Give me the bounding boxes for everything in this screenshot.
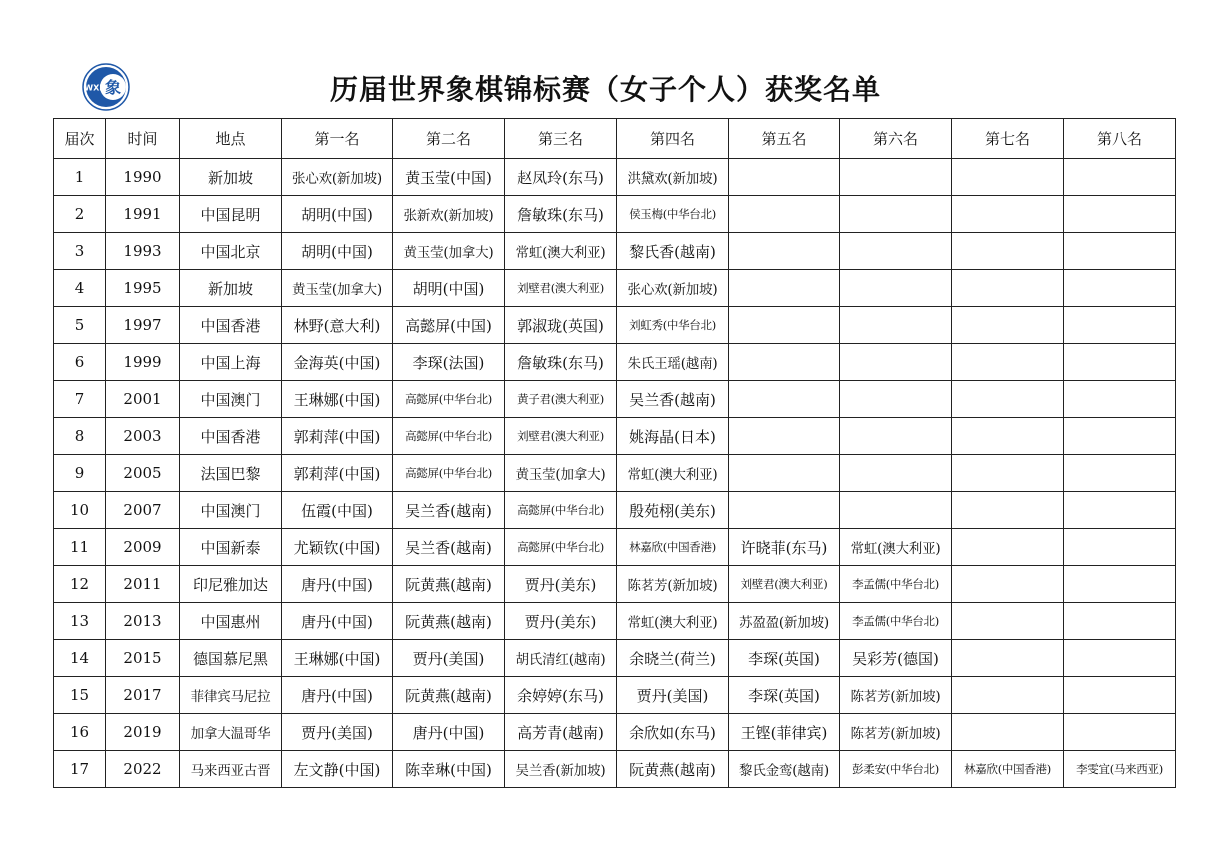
column-header: 地点 (180, 119, 282, 159)
table-cell (952, 640, 1064, 677)
table-cell: 7 (54, 381, 106, 418)
table-cell: 中国上海 (180, 344, 282, 381)
table-row (54, 455, 1176, 492)
table-cell: 阮黄燕(越南) (393, 677, 505, 714)
table-cell: 中国惠州 (180, 603, 282, 640)
table-cell (840, 270, 952, 307)
table-cell (952, 677, 1064, 714)
table-cell: 詹敏珠(东马) (505, 344, 617, 381)
table-cell: 3 (54, 233, 106, 270)
table-cell: 陈茗芳(新加坡) (617, 566, 729, 603)
table-cell: 刘壁君(澳大利亚) (729, 566, 840, 603)
table-cell (729, 492, 840, 529)
table-cell: 吴彩芳(德国) (840, 640, 952, 677)
table-cell: 2007 (106, 492, 180, 529)
table-cell: 黄玉莹(加拿大) (505, 455, 617, 492)
table-cell (729, 418, 840, 455)
table-cell: 余晓兰(荷兰) (617, 640, 729, 677)
table-cell (952, 714, 1064, 751)
table-cell: 胡明(中国) (282, 233, 393, 270)
table-cell (1064, 381, 1176, 418)
table-cell (952, 492, 1064, 529)
table-cell: 中国北京 (180, 233, 282, 270)
table-cell: 2017 (106, 677, 180, 714)
table-cell (729, 233, 840, 270)
table-cell: 詹敏珠(东马) (505, 196, 617, 233)
table-cell: 张心欢(新加坡) (617, 270, 729, 307)
column-header: 第三名 (505, 119, 617, 159)
table-cell: 中国新泰 (180, 529, 282, 566)
table-cell: 1991 (106, 196, 180, 233)
table-cell (952, 455, 1064, 492)
table-cell (729, 381, 840, 418)
column-header: 届次 (54, 119, 106, 159)
table-cell: 2001 (106, 381, 180, 418)
table-cell: 陈幸琳(中国) (393, 751, 505, 788)
table-cell: 黄玉莹(加拿大) (393, 233, 505, 270)
table-cell: 高懿屏(中华台北) (505, 492, 617, 529)
table-cell: 高懿屏(中华台北) (393, 455, 505, 492)
table-row (54, 529, 1176, 566)
table-cell: 李雯宜(马来西亚) (1064, 751, 1176, 788)
table-cell (1064, 344, 1176, 381)
table-cell: 高懿屏(中国) (393, 307, 505, 344)
table-cell: 吴兰香(越南) (393, 492, 505, 529)
table-cell (1064, 603, 1176, 640)
table-row (54, 677, 1176, 714)
column-header: 第八名 (1064, 119, 1176, 159)
table-cell: 吴兰香(越南) (617, 381, 729, 418)
table-cell: 1997 (106, 307, 180, 344)
table-cell: 刘虹秀(中华台北) (617, 307, 729, 344)
table-cell (1064, 640, 1176, 677)
table-cell: 洪黛欢(新加坡) (617, 159, 729, 196)
table-row (54, 381, 1176, 418)
table-cell (952, 603, 1064, 640)
table-cell: 殷苑栩(美东) (617, 492, 729, 529)
table-cell: 张新欢(新加坡) (393, 196, 505, 233)
page-title: 历届世界象棋锦标赛（女子个人）获奖名单 (330, 73, 882, 106)
table-cell (840, 344, 952, 381)
table-cell: 胡氏清红(越南) (505, 640, 617, 677)
table-cell: 黄玉莹(中国) (393, 159, 505, 196)
table-cell: 1993 (106, 233, 180, 270)
table-cell: 9 (54, 455, 106, 492)
table-cell (1064, 529, 1176, 566)
table-cell: 中国澳门 (180, 492, 282, 529)
table-cell: 金海英(中国) (282, 344, 393, 381)
table-cell (952, 381, 1064, 418)
column-header: 时间 (106, 119, 180, 159)
table-cell: 李孟儒(中华台北) (840, 603, 952, 640)
table-cell: 贾丹(美东) (505, 566, 617, 603)
table-cell: 14 (54, 640, 106, 677)
table-cell: 唐丹(中国) (282, 677, 393, 714)
table-row (54, 714, 1176, 751)
table-cell (952, 418, 1064, 455)
table-cell: 1990 (106, 159, 180, 196)
table-cell: 唐丹(中国) (282, 603, 393, 640)
table-cell: 常虹(澳大利亚) (617, 455, 729, 492)
table-cell (840, 492, 952, 529)
table-cell: 李琛(英国) (729, 640, 840, 677)
table-cell: 中国香港 (180, 307, 282, 344)
table-cell: 胡明(中国) (393, 270, 505, 307)
table-cell: 林嘉欣(中国香港) (952, 751, 1064, 788)
table-cell (729, 344, 840, 381)
table-cell: 吴兰香(越南) (393, 529, 505, 566)
table-cell: 陈茗芳(新加坡) (840, 677, 952, 714)
table-cell: 贾丹(美国) (282, 714, 393, 751)
table-cell: 中国香港 (180, 418, 282, 455)
table-cell: 2009 (106, 529, 180, 566)
table-cell: 新加坡 (180, 159, 282, 196)
table-cell: 6 (54, 344, 106, 381)
table-cell (840, 196, 952, 233)
table-cell: 吴兰香(新加坡) (505, 751, 617, 788)
table-row (54, 751, 1176, 788)
table-cell: 中国澳门 (180, 381, 282, 418)
table-cell (840, 159, 952, 196)
table-cell: 17 (54, 751, 106, 788)
table-cell: 尤颖钦(中国) (282, 529, 393, 566)
table-cell (1064, 677, 1176, 714)
table-cell: 刘壁君(澳大利亚) (505, 270, 617, 307)
table-row (54, 566, 1176, 603)
table-cell: 2019 (106, 714, 180, 751)
table-cell: 德国慕尼黑 (180, 640, 282, 677)
table-cell: 常虹(澳大利亚) (505, 233, 617, 270)
table-cell: 王铿(菲律宾) (729, 714, 840, 751)
column-header: 第二名 (393, 119, 505, 159)
table-cell: 2015 (106, 640, 180, 677)
table-cell: 中国昆明 (180, 196, 282, 233)
table-cell (952, 344, 1064, 381)
table-cell (1064, 418, 1176, 455)
table-cell (729, 455, 840, 492)
table-cell: 左文静(中国) (282, 751, 393, 788)
table-row (54, 159, 1176, 196)
table-cell: 余欣如(东马) (617, 714, 729, 751)
table-cell: 2003 (106, 418, 180, 455)
table-cell: 马来西亚古晋 (180, 751, 282, 788)
table-cell (952, 270, 1064, 307)
table-cell: 郭淑珑(英国) (505, 307, 617, 344)
table-cell (1064, 714, 1176, 751)
table-row (54, 196, 1176, 233)
results-table (53, 118, 1176, 788)
table-row (54, 418, 1176, 455)
table-cell (729, 270, 840, 307)
table-cell: 李琛(法国) (393, 344, 505, 381)
table-cell: 2 (54, 196, 106, 233)
table-cell: 余婷婷(东马) (505, 677, 617, 714)
table-cell: 贾丹(美国) (617, 677, 729, 714)
table-cell: 许晓菲(东马) (729, 529, 840, 566)
table-cell: 唐丹(中国) (282, 566, 393, 603)
column-header: 第四名 (617, 119, 729, 159)
column-header: 第五名 (729, 119, 840, 159)
table-cell: 5 (54, 307, 106, 344)
table-cell (729, 196, 840, 233)
table-cell (952, 307, 1064, 344)
table-cell: 贾丹(美东) (505, 603, 617, 640)
table-cell: 8 (54, 418, 106, 455)
table-cell: 侯玉梅(中华台北) (617, 196, 729, 233)
table-cell (952, 529, 1064, 566)
logo-text: WXF (84, 83, 105, 93)
table-cell (1064, 566, 1176, 603)
table-cell: 张心欢(新加坡) (282, 159, 393, 196)
table-cell: 菲律宾马尼拉 (180, 677, 282, 714)
table-cell: 常虹(澳大利亚) (840, 529, 952, 566)
table-cell: 2013 (106, 603, 180, 640)
column-header: 第六名 (840, 119, 952, 159)
table-cell: 印尼雅加达 (180, 566, 282, 603)
table-row (54, 307, 1176, 344)
table-cell: 彭柔安(中华台北) (840, 751, 952, 788)
table-cell (952, 159, 1064, 196)
table-cell: 1 (54, 159, 106, 196)
table-cell: 苏盈盈(新加坡) (729, 603, 840, 640)
table-row (54, 640, 1176, 677)
table-cell: 16 (54, 714, 106, 751)
table-cell (840, 233, 952, 270)
table-row (54, 270, 1176, 307)
table-cell: 1995 (106, 270, 180, 307)
table-cell: 2011 (106, 566, 180, 603)
table-cell: 李琛(英国) (729, 677, 840, 714)
table-cell (729, 307, 840, 344)
table-cell: 郭莉萍(中国) (282, 455, 393, 492)
table-cell (1064, 307, 1176, 344)
table-cell: 郭莉萍(中国) (282, 418, 393, 455)
table-cell (952, 196, 1064, 233)
table-cell (952, 233, 1064, 270)
table-cell (1064, 455, 1176, 492)
table-cell: 黄子君(澳大利亚) (505, 381, 617, 418)
table-row (54, 233, 1176, 270)
table-cell: 贾丹(美国) (393, 640, 505, 677)
table-cell: 13 (54, 603, 106, 640)
table-cell: 黎氏金鸾(越南) (729, 751, 840, 788)
table-cell: 新加坡 (180, 270, 282, 307)
table-cell (1064, 196, 1176, 233)
table-cell: 唐丹(中国) (393, 714, 505, 751)
table-cell: 王琳娜(中国) (282, 640, 393, 677)
table-cell: 阮黄燕(越南) (393, 603, 505, 640)
table-cell (840, 381, 952, 418)
table-cell: 黎氏香(越南) (617, 233, 729, 270)
table-cell (840, 307, 952, 344)
column-header: 第一名 (282, 119, 393, 159)
column-header: 第七名 (952, 119, 1064, 159)
table-cell (840, 455, 952, 492)
table-cell: 高懿屏(中华台北) (505, 529, 617, 566)
table-row (54, 344, 1176, 381)
table-cell: 朱氏王瑶(越南) (617, 344, 729, 381)
table-cell: 高芳青(越南) (505, 714, 617, 751)
table-cell (1064, 159, 1176, 196)
table-cell (952, 566, 1064, 603)
table-cell: 1999 (106, 344, 180, 381)
table-cell: 赵凤玲(东马) (505, 159, 617, 196)
table-cell: 阮黄燕(越南) (617, 751, 729, 788)
table-cell: 2005 (106, 455, 180, 492)
table-cell: 法国巴黎 (180, 455, 282, 492)
table-body (54, 159, 1176, 788)
table-cell (840, 418, 952, 455)
table-cell: 常虹(澳大利亚) (617, 603, 729, 640)
header-row (54, 119, 1176, 159)
table-cell: 高懿屏(中华台北) (393, 418, 505, 455)
table-cell: 2022 (106, 751, 180, 788)
table-cell: 黄玉莹(加拿大) (282, 270, 393, 307)
table-cell: 伍霞(中国) (282, 492, 393, 529)
table-cell: 4 (54, 270, 106, 307)
table-cell: 林嘉欣(中国香港) (617, 529, 729, 566)
table-cell: 陈茗芳(新加坡) (840, 714, 952, 751)
wxf-logo-icon (82, 63, 130, 111)
table-cell (1064, 233, 1176, 270)
table-cell: 姚海晶(日本) (617, 418, 729, 455)
table-cell: 11 (54, 529, 106, 566)
table-row (54, 603, 1176, 640)
table-cell: 刘壁君(澳大利亚) (505, 418, 617, 455)
table-cell (729, 159, 840, 196)
table-cell: 12 (54, 566, 106, 603)
table-cell (1064, 492, 1176, 529)
table-cell (1064, 270, 1176, 307)
logo-glyph: 象 (104, 78, 122, 97)
table-cell: 阮黄燕(越南) (393, 566, 505, 603)
table-row (54, 492, 1176, 529)
table-cell: 10 (54, 492, 106, 529)
table-cell: 高懿屏(中华台北) (393, 381, 505, 418)
table-cell: 加拿大温哥华 (180, 714, 282, 751)
table-cell: 胡明(中国) (282, 196, 393, 233)
table-cell: 林野(意大利) (282, 307, 393, 344)
table-cell: 李孟儒(中华台北) (840, 566, 952, 603)
table-cell: 王琳娜(中国) (282, 381, 393, 418)
table-cell: 15 (54, 677, 106, 714)
